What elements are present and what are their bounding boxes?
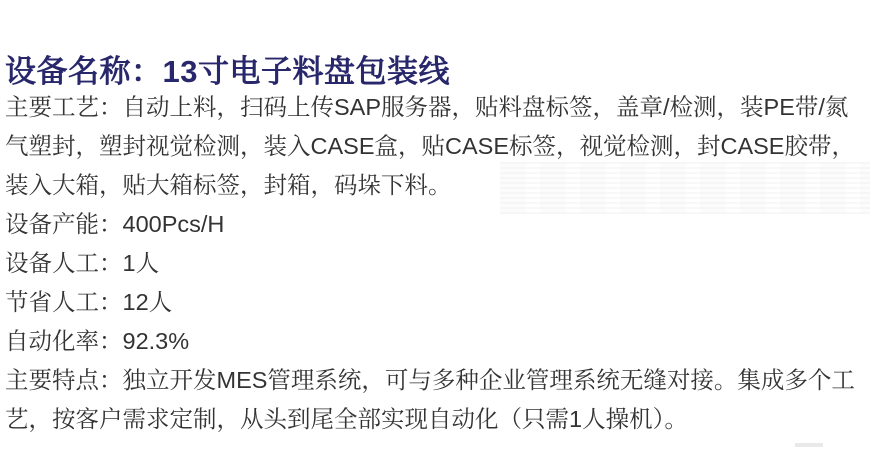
spec-line-key-features: 主要特点：独立开发MES管理系统，可与多种企业管理系统无缝对接。集成多个工艺，按客户需求定制，从头到尾全部实现自动化（只需1人操机）。 — [5, 367, 855, 432]
bottom-edge-mark — [795, 443, 823, 447]
spec-line-labor-saved: 节省人工：12人 — [5, 289, 173, 315]
spec-line-automation-rate: 自动化率：92.3% — [5, 328, 190, 354]
spec-line-main-process: 主要工艺：自动上料，扫码上传SAP服务器，贴料盘标签，盖章/检测，装PE带/氮气塑封，塑封视觉检测，装入CASE盒，贴CASE标签，视觉检测，封CASE胶带，装入大箱，贴大箱标签，封箱，码垛下料。 — [5, 94, 855, 198]
spec-content — [5, 88, 871, 439]
spec-line-operators: 设备人工：1人 — [5, 250, 160, 276]
page-title: 设备名称：13寸电子料盘包装线 — [5, 53, 450, 89]
spec-line-capacity: 设备产能：400Pcs/H — [5, 211, 225, 237]
